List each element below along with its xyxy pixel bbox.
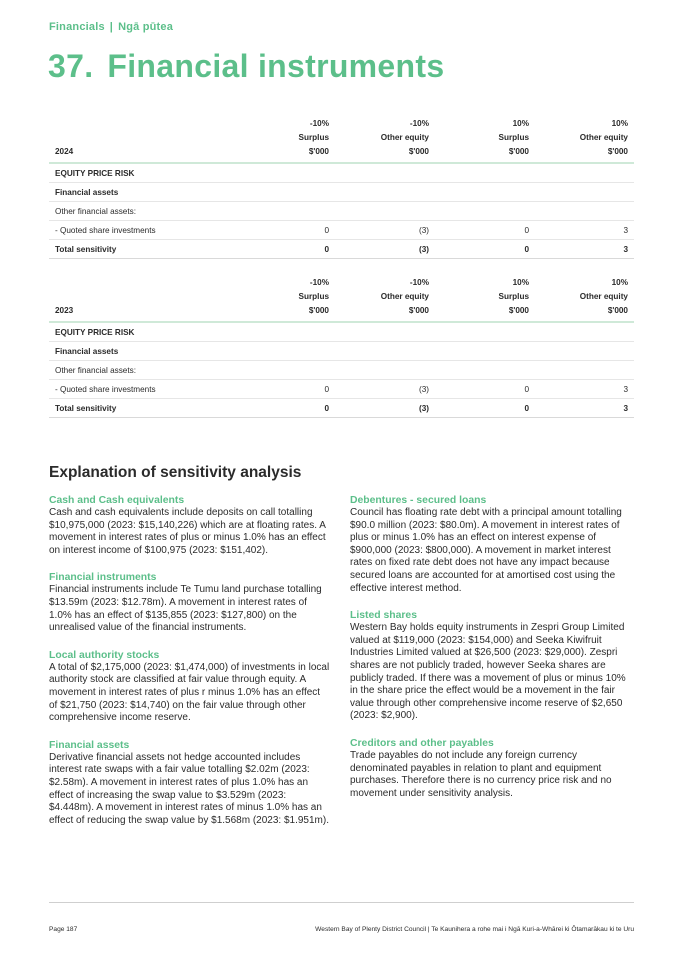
block-title: Cash and Cash equivalents [49,495,185,506]
row-label: Other financial assets: [49,202,235,221]
col-header: $'000 [335,304,435,322]
explanation-block [350,610,632,723]
block-title: Financial assets [49,739,130,751]
row-label: Total sensitivity [49,240,235,259]
table-row [49,361,634,380]
col-header: $'000 [235,145,335,163]
page-number: Page 187 [49,926,78,933]
row-label: Financial assets [49,342,235,361]
footer-divider [49,902,634,903]
cell-value: 0 [435,240,535,259]
row-label: EQUITY PRICE RISK [49,322,235,342]
block-body: Trade payables do not include any foreign currency denominated payables in relation to plant and equipment purchases. Therefore there is no currency price risk and no movement under sensitivity analysis. [350,749,612,799]
block-body: Financial instruments include Te Tumu land purchase totalling $13.59m (2023: $12.78m). A movement in interest rates of 1.0% has an effect of $135,855 (2023: $127,800) on the unrealised value of the financial instruments. [49,584,322,634]
block-title: Local authority stocks [49,649,160,661]
block-title: Financial instruments [49,572,157,584]
cell-value: 3 [535,399,634,418]
block-title: Listed shares [350,610,417,622]
col-header: -10% [409,278,429,287]
block-body: Derivative financial assets not hedge accounted includes interest rate swaps with a fair value totalling $2.02m (2023: $2.58m). A movement in interest rates of plus 1.0% has an effect of increasing the swap value to $3.529m (2023: $4.448m). A movement in interest rates of minus 1.0% has an effect of reducing the swap value by $1.568m (2023: $1.951m). [49,751,329,826]
col-header: $'000 [335,145,435,163]
col-header: $'000 [535,145,634,163]
block-title: Creditors and other payables [350,737,494,749]
table-row [49,183,634,202]
footer-council-name: Western Bay of Plenty District Council | Te Kaunihera a rohe mai i Ngā Kuri-a-Whārei ki Ōtamarākau ki te Uru [315,926,634,933]
cell-value: (3) [335,399,435,418]
col-header: $'000 [535,304,634,322]
col-header: Other equity [380,133,429,142]
explanation-block [49,495,331,557]
table-row [49,221,634,240]
col-header: $'000 [435,145,535,163]
col-header: Surplus [298,292,329,301]
explanation-heading: Explanation of sensitivity analysis [49,464,302,481]
row-label: Financial assets [49,183,235,202]
col-header: Other equity [579,292,628,301]
cell-value: 0 [235,380,335,399]
cell-value: (3) [335,240,435,259]
table-row [49,202,634,221]
col-header: 10% [611,278,628,287]
cell-value: (3) [335,380,435,399]
row-label: Total sensitivity [49,399,235,418]
table-year: 2023 [49,304,235,322]
col-header: Surplus [298,133,329,142]
col-header: 10% [512,119,529,128]
header-maori: Ngā pūtea [118,21,174,33]
cell-value: 3 [535,221,634,240]
page-title [48,48,444,85]
block-body: Council has floating rate debt with a principal amount totalling $90.0 million (2023: $80.0m). A movement in interest rates of plus or minus 1.0% has an effect on interest expense of $900,000 (2023: $800,000). A movement in market interest rates on fixed rate debt does not have any impact because secured loans are accounted for at amortised cost using the effective interest method. [350,507,622,594]
cell-value: 0 [435,380,535,399]
col-header: -10% [409,119,429,128]
table-row [49,342,634,361]
col-header: -10% [309,278,329,287]
block-body: A total of $2,175,000 (2023: $1,474,000) of investments in local authority stock are classified at fair value through equity. A movement in interest rates of plus r minus 1.0% has an effect of $21,750 (2023: $14,740) on the fair value through other comprehensive income reserve. [49,661,330,724]
explanation-block [49,572,331,634]
col-header: Other equity [380,292,429,301]
explanation-block [350,495,632,595]
cell-value: 3 [535,380,634,399]
table-year: 2024 [49,145,235,163]
row-label: EQUITY PRICE RISK [49,163,235,183]
explanation-block [49,740,331,828]
title-number: 37. [48,48,94,84]
cell-value: 0 [435,221,535,240]
explanation-left-column [49,495,331,842]
col-header: -10% [309,119,329,128]
cell-value: 0 [235,240,335,259]
col-header: $'000 [435,304,535,322]
block-body: Western Bay holds equity instruments in Zespri Group Limited valued at $119,000 (2023: $154,000) and Seeka Kiwifruit Industries Limited valued at $26,500 (2023: $29,000). Zespri shares are not publicly traded, however Seeka shares are publicly traded. If there was a movement of plus or minus 10% in the share price the effect would be a movement in the fair value through other comprehensive income reserve of $2,650 (2023: $2,900). [350,622,626,722]
explanation-right-column [350,495,632,815]
explanation-block [49,650,331,725]
row-label: Other financial assets: [49,361,235,380]
table-row-total [49,240,634,259]
row-label: - Quoted share investments [49,221,235,240]
header-separator: | [109,21,114,33]
table-row [49,322,634,342]
col-header: 10% [512,278,529,287]
table-row [49,163,634,183]
col-header: Surplus [498,133,529,142]
table-row [49,380,634,399]
cell-value: 0 [435,399,535,418]
table-row-total [49,399,634,418]
col-header: Other equity [579,133,628,142]
cell-value: 3 [535,240,634,259]
sensitivity-table-2023 [49,276,634,418]
col-header: $'000 [235,304,335,322]
col-header: 10% [611,119,628,128]
cell-value: 0 [235,399,335,418]
row-label: - Quoted share investments [49,380,235,399]
explanation-block [350,738,632,800]
block-body: Cash and cash equivalents include deposits on call totalling $10,975,000 (2023: $15,140,226) which are at floating rates. A movement in interest rates of plus or minus 1.0% has an effect on interest income of $100,975 (2023: $151,402). [49,507,326,556]
block-title: Debentures - secured loans [350,495,487,506]
col-header: Surplus [498,292,529,301]
title-text: Financial instruments [107,48,445,84]
cell-value: 0 [235,221,335,240]
page-header [49,21,173,33]
sensitivity-table-2024 [49,117,634,259]
cell-value: (3) [335,221,435,240]
header-section: Financials [49,21,105,33]
